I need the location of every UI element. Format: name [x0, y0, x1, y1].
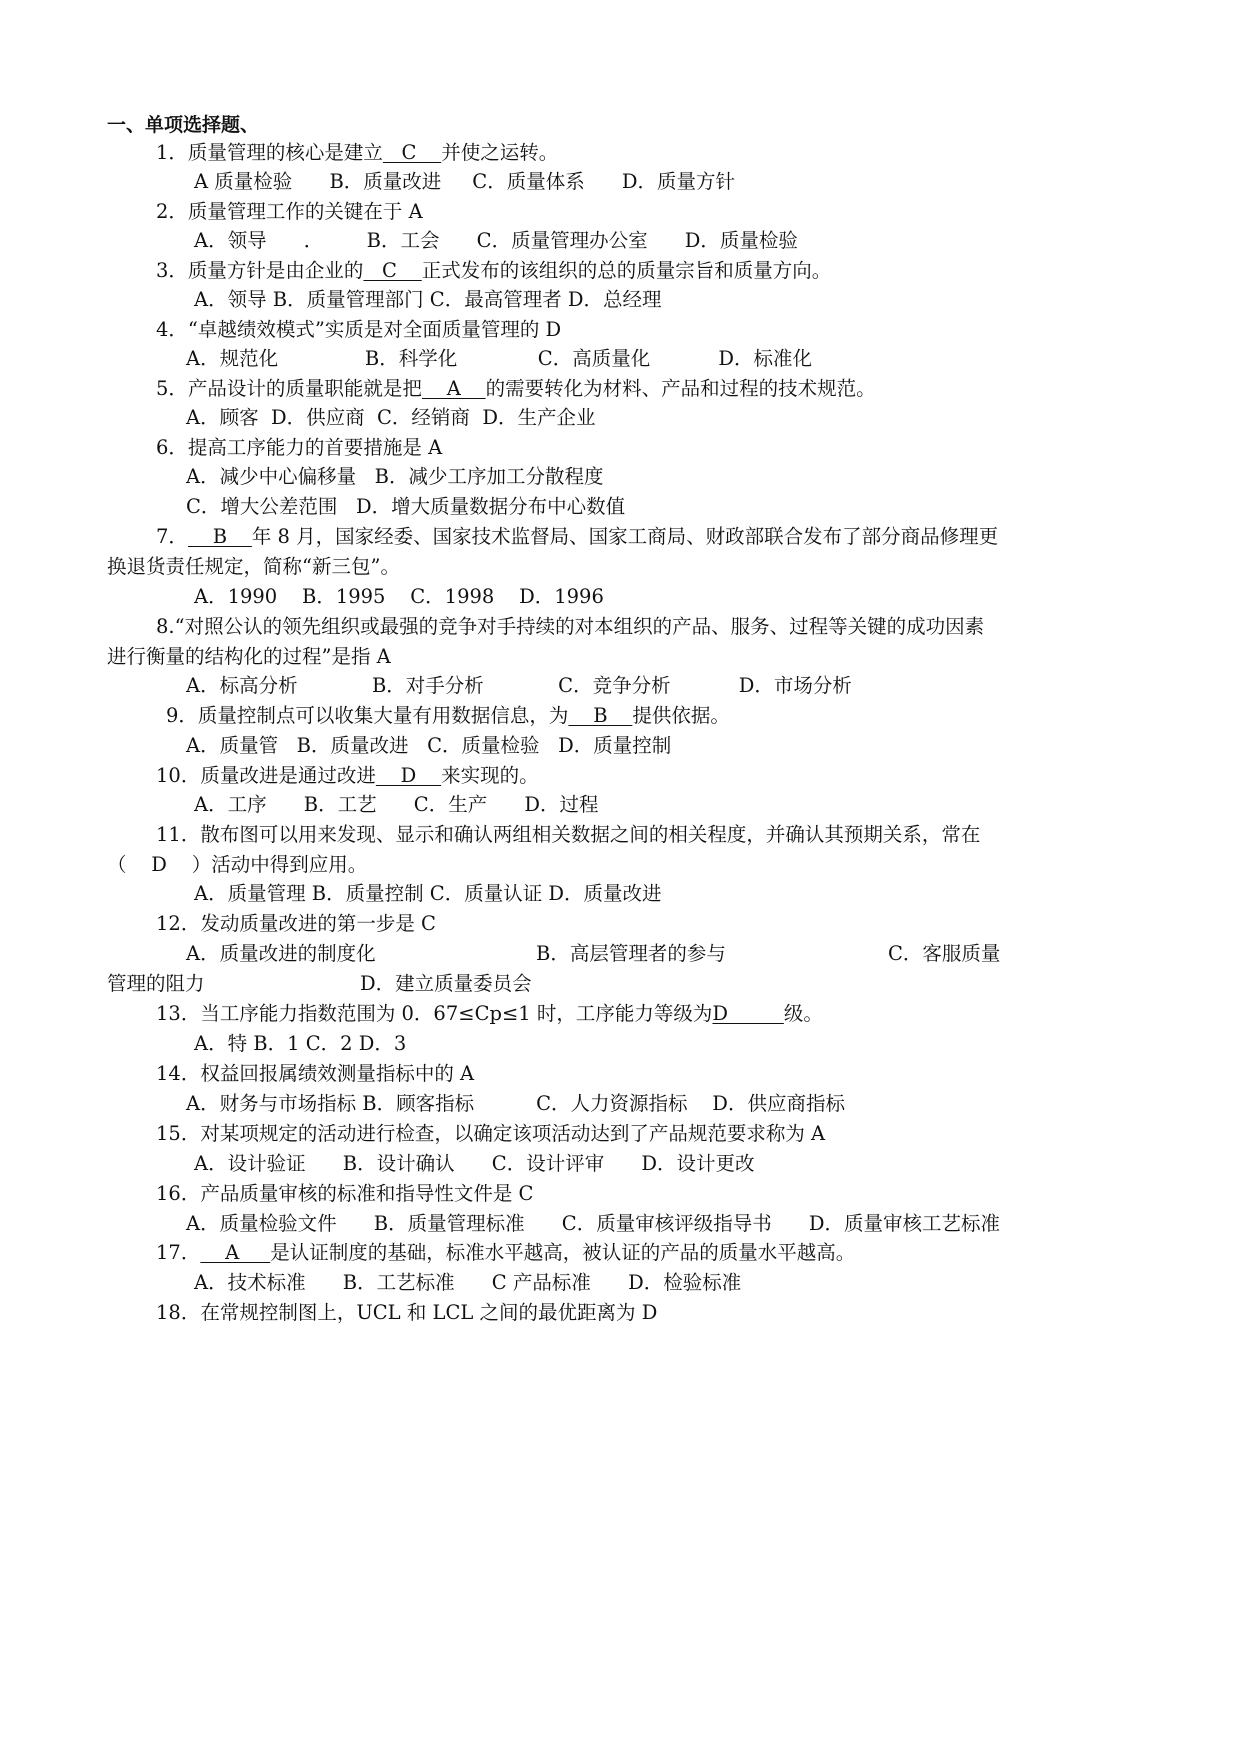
- answer-blank: B: [568, 704, 633, 727]
- question-text: 10．质量改进是通过改进: [156, 764, 376, 787]
- question-6-options-line-2: C．增大公差范围 D．增大质量数据分布中心数值: [186, 495, 626, 518]
- question-7: [156, 524, 998, 550]
- question-text-end: 来实现的。: [441, 764, 539, 787]
- question-text-end: 是认证制度的基础，标准水平越高，被认证的产品的质量水平越高。: [270, 1241, 856, 1264]
- question-1-options: A 质量检验 B．质量改进 C．质量体系 D．质量方针: [194, 170, 736, 193]
- question-1: [156, 140, 558, 166]
- question-12: 12．发动质量改进的第一步是 C: [156, 912, 436, 935]
- question-14: 14．权益回报属绩效测量指标中的 A: [156, 1062, 475, 1085]
- question-16: 16．产品质量审核的标准和指导性文件是 C: [156, 1182, 534, 1205]
- question-text-end: 级。: [783, 1002, 823, 1025]
- question-10: [156, 763, 539, 789]
- question-8: 8.“对照公认的领先组织或最强的竞争对手持续的对本组织的产品、服务、过程等关键的成功因素: [156, 615, 985, 638]
- question-4-options: A．规范化 B．科学化 C．高质量化 D．标准化: [186, 347, 813, 370]
- question-text-end: 提供依据。: [632, 704, 730, 727]
- question-8-options: A．标高分析 B．对手分析 C．竞争分析 D．市场分析: [186, 674, 852, 697]
- question-text-end: 并使之运转。: [441, 141, 559, 164]
- question-8-continuation: 进行衡量的结构化的过程”是指 A: [107, 645, 391, 668]
- question-15: 15．对某项规定的活动进行检查，以确定该项活动达到了产品规范要求称为 A: [156, 1122, 826, 1145]
- answer-blank: C: [382, 141, 442, 164]
- answer-blank: D: [375, 764, 442, 787]
- section-title: 一、单项选择题、: [107, 114, 260, 136]
- question-13: [156, 1001, 823, 1027]
- question-7-continuation: 换退货责任规定，简称“新三包”。: [107, 555, 400, 578]
- question-text: 9．质量控制点可以收集大量有用数据信息，为: [166, 704, 569, 727]
- question-text: 13．当工序能力指数范围为 0．67≤Cp≤1 时，工序能力等级为: [156, 1002, 713, 1025]
- question-text-end: 年 8 月，国家经委、国家技术监督局、国家工商局、财政部联合发布了部分商品修理更: [251, 525, 999, 548]
- question-9-options: A．质量管 B．质量改进 C．质量检验 D．质量控制: [186, 734, 672, 757]
- question-4: 4．“卓越绩效模式”实质是对全面质量管理的 D: [156, 318, 562, 341]
- question-text: 7．: [156, 525, 188, 548]
- question-14-options: A．财务与市场指标 B．顾客指标 C．人力资源指标 D．供应商指标: [186, 1092, 845, 1115]
- question-text: 1．质量管理的核心是建立: [156, 141, 383, 164]
- question-text: 3．质量方针是由企业的: [156, 259, 364, 282]
- question-5: [156, 376, 876, 402]
- question-11: 11．散布图可以用来发现、显示和确认两组相关数据之间的相关程度，并确认其预期关系，常在: [156, 823, 981, 846]
- question-17-options: A．技术标准 B．工艺标准 C 产品标准 D．检验标准: [194, 1271, 742, 1294]
- question-10-options: A．工序 B．工艺 C．生产 D．过程: [194, 793, 599, 816]
- question-11-continuation: （ D ）活动中得到应用。: [107, 853, 368, 876]
- question-text: 17．: [156, 1241, 201, 1264]
- question-18: 18．在常规控制图上，UCL 和 LCL 之间的最优距离为 D: [156, 1301, 658, 1324]
- question-12-option-d: D．建立质量委员会: [360, 972, 532, 995]
- question-15-options: A．设计验证 B．设计确认 C．设计评审 D．设计更改: [194, 1152, 755, 1175]
- question-2: 2．质量管理工作的关键在于 A: [156, 200, 423, 223]
- question-9: [166, 703, 730, 729]
- question-6: 6．提高工序能力的首要措施是 A: [156, 436, 443, 459]
- question-3-options: A．领导 B．质量管理部门 C．最高管理者 D．总经理: [194, 288, 662, 311]
- question-text-end: 正式发布的该组织的总的质量宗旨和质量方向。: [421, 259, 832, 282]
- question-13-options: A．特 B．1 C．2 D．3: [194, 1032, 407, 1055]
- question-3: [156, 258, 831, 284]
- answer-blank: D: [712, 1002, 784, 1025]
- question-12-option-b: B．高层管理者的参与: [536, 942, 726, 965]
- question-12-option-c: C．客服质量: [888, 942, 1001, 965]
- question-5-options: A．顾客 D．供应商 C．经销商 D．生产企业: [186, 406, 596, 429]
- answer-blank: C: [363, 259, 422, 282]
- question-7-options: A．1990 B．1995 C．1998 D．1996: [194, 585, 604, 608]
- question-12-option-c-wrap: 管理的阻力: [107, 972, 205, 995]
- question-16-options: A．质量检验文件 B．质量管理标准 C．质量审核评级指导书 D．质量审核工艺标准: [186, 1212, 1001, 1235]
- question-6-options-line-1: A．减少中心偏移量 B．减少工序加工分散程度: [186, 465, 604, 488]
- question-17: [156, 1240, 855, 1266]
- answer-blank: B: [187, 525, 252, 548]
- question-text: 5．产品设计的质量职能就是把: [156, 377, 422, 400]
- question-2-options: A．领导 ． B．工会 C．质量管理办公室 D．质量检验: [194, 229, 798, 252]
- answer-blank: A: [421, 377, 486, 400]
- question-text-end: 的需要转化为材料、产品和过程的技术规范。: [485, 377, 876, 400]
- answer-blank: A: [200, 1241, 271, 1264]
- question-11-options: A．质量管理 B．质量控制 C．质量认证 D．质量改进: [194, 882, 662, 905]
- question-12-option-a: A．质量改进的制度化: [186, 942, 376, 965]
